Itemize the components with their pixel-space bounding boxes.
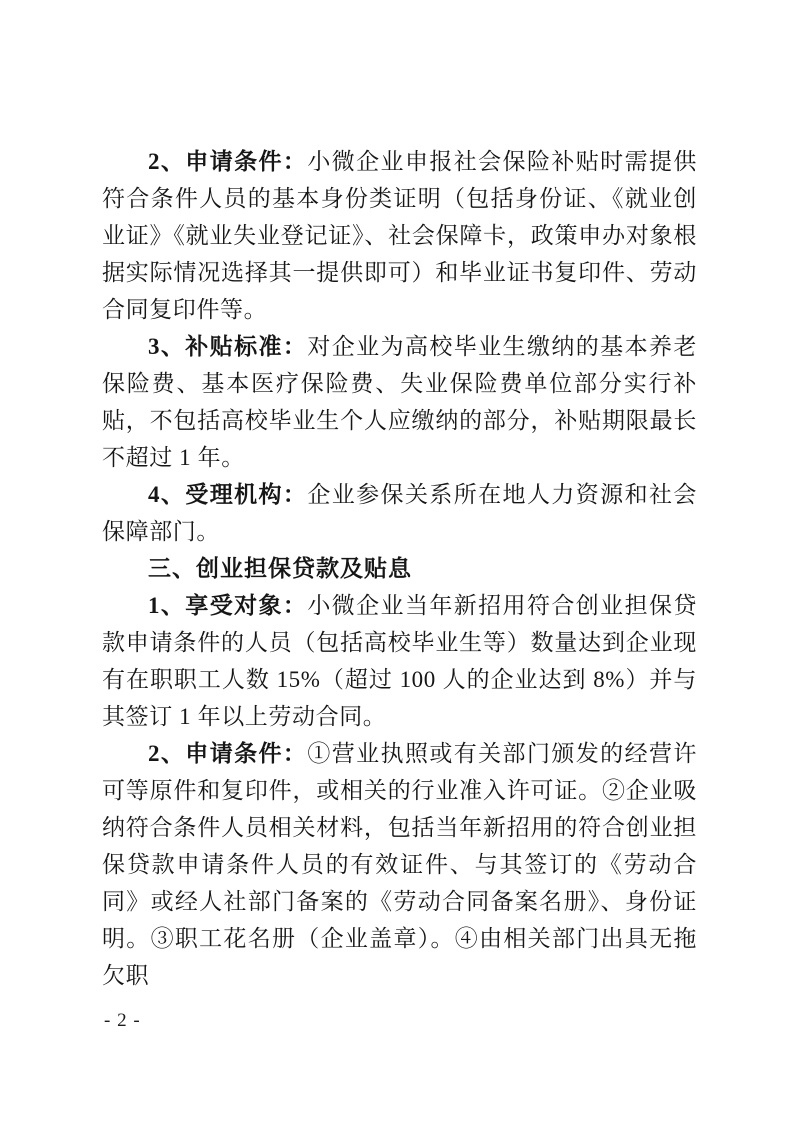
paragraph xyxy=(102,328,697,476)
paragraph-label: 3、补贴标准： xyxy=(148,334,308,359)
paragraph-text: 企业参保关系所在地人力资源和社会保障部门。 xyxy=(102,482,697,544)
paragraph-label: 2、申请条件： xyxy=(148,149,308,174)
paragraph-label: 4、受理机构： xyxy=(148,482,308,507)
page-number: - 2 - xyxy=(104,1010,141,1031)
paragraph-text: ①营业执照或有关部门颁发的经营许可等原件和复印件，或相关的行业准入许可证。②企业吸纳符合条件人员相关材料，包括当年新招用的符合创业担保贷款申请条件人员的有效证件、与其签订的《劳动合同》或经人社部门备案的《劳动合同备案名册》、身份证明。③职工花名册（企业盖章）。④由相关部门出具无拖欠职 xyxy=(102,741,697,988)
paragraph xyxy=(102,587,697,735)
paragraph-label: 1、享受对象： xyxy=(148,593,308,618)
paragraph xyxy=(102,735,697,994)
paragraph-label: 2、申请条件： xyxy=(148,741,308,766)
document-body xyxy=(102,143,697,994)
paragraph xyxy=(102,143,697,328)
paragraph-text: 小微企业申报社会保险补贴时需提供符合条件人员的基本身份类证明（包括身份证、《就业创业证》《就业失业登记证》、社会保障卡，政策申办对象根据实际情况选择其一提供即可）和毕业证书复印件、劳动合同复印件等。 xyxy=(102,149,697,322)
paragraph-text: 对企业为高校毕业生缴纳的基本养老保险费、基本医疗保险费、失业保险费单位部分实行补贴，不包括高校毕业生个人应缴纳的部分，补贴期限最长不超过 1 年。 xyxy=(102,334,697,470)
section-heading: 三、创业担保贷款及贴息 xyxy=(148,555,412,581)
paragraph-text: 小微企业当年新招用符合创业担保贷款申请条件的人员（包括高校毕业生等）数量达到企业现有在职职工人数 15%（超过 100 人的企业达到 8%）并与其签订 1 年以上劳动合同。 xyxy=(102,593,697,729)
paragraph xyxy=(102,476,697,550)
